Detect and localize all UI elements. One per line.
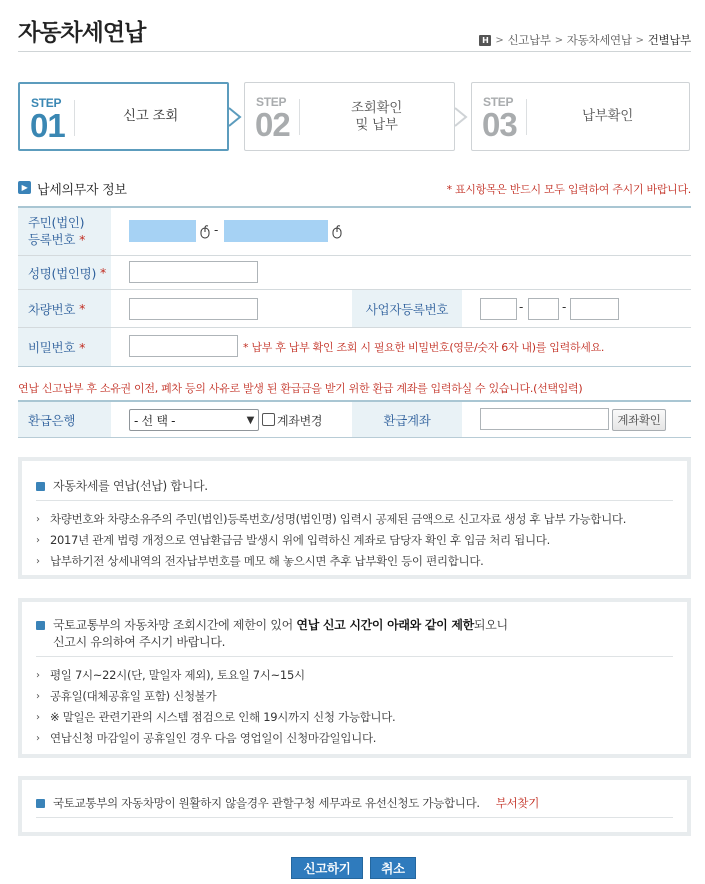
title-divider [18, 51, 691, 52]
list-item-text: 평일 7시~22시(단, 말일자 제외), 토요일 7시~15시 [50, 668, 305, 682]
label-text: 등록번호 [28, 231, 76, 247]
info-box-1 [18, 457, 691, 579]
box-head-line-2: 신고시 유의하여 주시기 바랍니다. [53, 635, 226, 650]
chevron-right-icon: > [635, 34, 644, 46]
business-number-part-1[interactable] [480, 298, 517, 320]
password-hint: * 납부 후 납부 확인 조회 시 필요한 비밀번호(영문/숫자 6자 내)를 입력하세요. [243, 341, 605, 354]
info-box-2 [18, 598, 691, 758]
row-divider [18, 437, 691, 438]
step-label: 납부확인 [582, 108, 633, 125]
box-text: 국토교통부의 자동차망이 원활하지 않을경우 관할구청 세무과로 유선신청도 가능합니다. [53, 796, 480, 810]
list-item [36, 553, 673, 569]
chevron-right-icon: › [36, 534, 40, 546]
list-item-text: 2017년 관계 법령 개정으로 연납환급금 발생시 위에 입력하신 계좌로 담당자 확인 후 입금 처리 됩니다. [50, 533, 550, 547]
step-number: 01 [30, 107, 65, 144]
required-mark: * [100, 265, 106, 280]
mouse-icon[interactable] [332, 225, 342, 239]
breadcrumb [479, 32, 691, 48]
select-value: - 선 택 - [134, 413, 176, 428]
list-item [36, 709, 673, 725]
vehicle-number-label [18, 290, 111, 327]
bullet-icon [36, 621, 45, 630]
box-head: 자동차세를 연납(선납) 합니다. [53, 479, 208, 493]
list-item [36, 511, 673, 527]
step-divider [74, 100, 75, 136]
box-divider [36, 656, 673, 657]
bullet-icon [36, 799, 45, 808]
breadcrumb-item-2[interactable]: 자동차세연납 [566, 33, 632, 47]
box-divider [36, 817, 673, 818]
submit-button[interactable]: 신고하기 [291, 857, 363, 879]
info-box-3 [18, 776, 691, 836]
form-top-border [18, 206, 691, 208]
step-number: 03 [482, 106, 517, 143]
row-divider [18, 327, 691, 328]
refund-note: 연납 신고납부 후 소유권 이전, 폐차 등의 사유로 발생 된 환급금을 받기 위한 환급 계좌를 입력하실 수 있습니다.(선택입력) [18, 382, 583, 395]
required-mark: * [79, 339, 86, 355]
password-input[interactable] [129, 335, 238, 357]
list-item [36, 688, 673, 704]
step-1 [18, 82, 229, 151]
step-arrow-icon [454, 107, 468, 127]
list-item-text: 연납신청 마감일이 공휴일인 경우 다음 영업일이 신청마감일입니다. [50, 731, 377, 745]
list-item-text: 차량번호와 차량소유주의 주민(법인)등록번호/성명(법인명) 입력시 공제된 금액으로 신고자료 생성 후 납부 가능합니다. [50, 512, 627, 526]
chevron-right-icon: > [554, 34, 563, 46]
chevron-down-icon: ▼ [246, 414, 254, 426]
label-text: 차량번호 [28, 301, 76, 317]
step-2 [244, 82, 455, 151]
account-check-button[interactable]: 계좌확인 [612, 409, 666, 431]
step-divider [526, 99, 527, 135]
required-mark: * [79, 231, 86, 247]
bullet-icon [36, 482, 45, 491]
step-word: STEP [31, 96, 62, 110]
step-3 [471, 82, 690, 151]
label-line-2 [28, 232, 85, 248]
box-head-text: 국토교통부의 자동차망 조회시간에 제한이 있어 [53, 618, 297, 632]
dash-separator: - [562, 300, 567, 314]
step-label: 신고 조회 [123, 108, 178, 125]
step-divider [299, 99, 300, 135]
list-item [36, 532, 673, 548]
name-input[interactable] [129, 261, 258, 283]
box-head-bold: 연납 신고 시간이 아래와 같이 제한 [296, 618, 474, 632]
refund-account-label: 환급계좌 [352, 402, 462, 437]
step-word: STEP [483, 95, 514, 109]
refund-account-input[interactable] [480, 408, 609, 430]
resident-number-label [18, 208, 111, 255]
breadcrumb-item-1[interactable]: 신고납부 [507, 33, 551, 47]
step-label: 조회확인 및 납부 [351, 99, 402, 133]
business-number-part-2[interactable] [528, 298, 559, 320]
chevron-right-icon: › [36, 555, 40, 567]
refund-bank-select[interactable] [129, 409, 259, 431]
box-head-row [36, 617, 673, 652]
list-item [36, 730, 673, 746]
box-head-row [36, 795, 673, 812]
box-head-row [36, 478, 673, 495]
label-line-1: 주민(법인) [28, 215, 85, 231]
box-head [53, 617, 508, 652]
chevron-right-icon: › [36, 711, 40, 723]
list-item-text: ※ 말일은 관련기관의 시스템 점검으로 인해 19시까지 신청 가능합니다. [50, 710, 396, 724]
step-arrow-icon [228, 107, 242, 127]
department-search-link[interactable]: 부서찾기 [495, 796, 540, 811]
label-text: 비밀번호 [28, 340, 76, 355]
chevron-right-icon: › [36, 690, 40, 702]
business-number-label: 사업자등록번호 [352, 290, 462, 327]
account-change-label: 계좌변경 [277, 414, 323, 428]
mouse-icon[interactable] [200, 225, 210, 239]
dash-separator: - [519, 300, 524, 314]
step-number: 02 [255, 106, 290, 143]
chevron-right-icon: › [36, 732, 40, 744]
section-title: 납세의무자 정보 [37, 183, 127, 198]
breadcrumb-current: 건별납부 [647, 33, 691, 47]
cancel-button[interactable]: 취소 [370, 857, 416, 879]
required-mark: * [79, 301, 86, 316]
chevron-right-icon: › [36, 513, 40, 525]
vehicle-number-input[interactable] [129, 298, 258, 320]
home-icon[interactable]: H [479, 35, 491, 46]
dash-separator: - [214, 223, 219, 237]
account-change-checkbox[interactable] [262, 413, 275, 426]
label-text: 성명(법인명) [28, 265, 97, 281]
list-item-text: 공휴일(대체공휴일 포함) 신청불가 [50, 689, 217, 703]
list-item [36, 667, 673, 683]
required-note: * 표시항목은 반드시 모두 입력하여 주시기 바랍니다. [446, 183, 691, 196]
chevron-right-icon: > [495, 34, 504, 46]
row-divider [18, 255, 691, 256]
resident-number-front-input[interactable] [129, 220, 196, 242]
name-label [18, 256, 111, 289]
section-bullet-icon: ▶ [18, 181, 31, 194]
step-word: STEP [256, 95, 287, 109]
chevron-right-icon: › [36, 669, 40, 681]
refund-bank-label: 환급은행 [18, 402, 111, 437]
list-item-text: 납부하기전 상세내역의 전자납부번호를 메모 해 놓으시면 추후 납부확인 등이 편리합니다. [50, 554, 484, 568]
box-divider [36, 500, 673, 501]
business-number-part-3[interactable] [570, 298, 619, 320]
resident-number-back-input[interactable] [224, 220, 328, 242]
password-label [18, 328, 111, 366]
page-title: 자동차세연납 [18, 20, 146, 46]
box-head-text: 되오니 [473, 618, 508, 632]
row-divider [18, 366, 691, 367]
